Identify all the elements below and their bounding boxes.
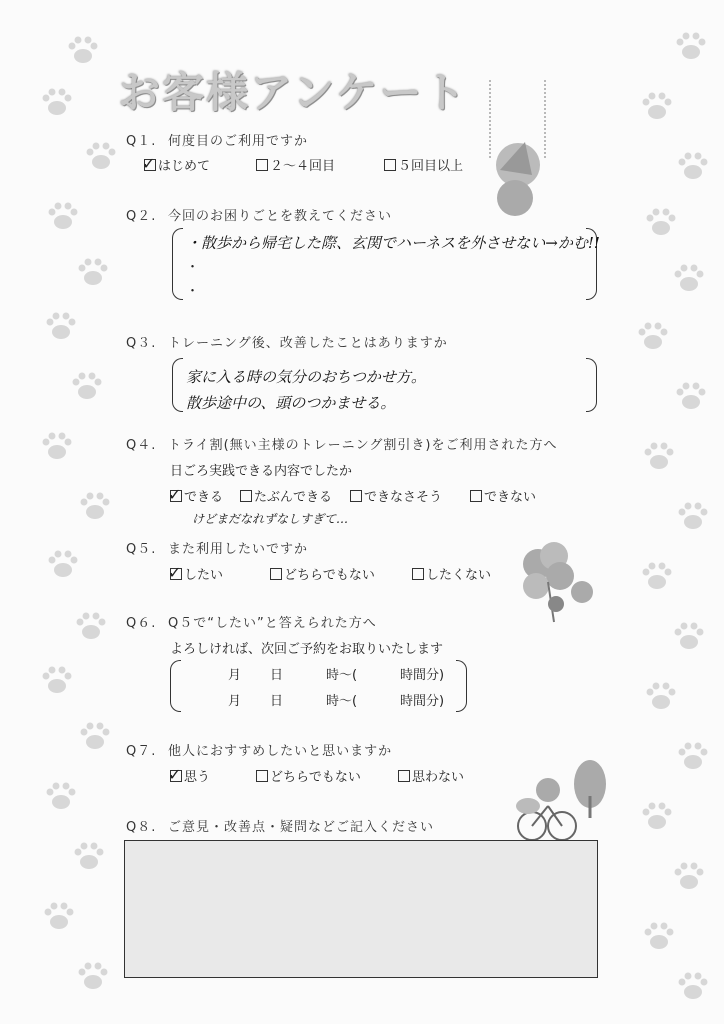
q5-option-1[interactable] — [170, 564, 223, 583]
q3-question — [126, 332, 448, 351]
q6-question — [126, 612, 377, 631]
q4-text: トライ割(無い主様のトレーニング割引き)をご利用された方へ — [168, 438, 558, 453]
paw-icon — [46, 200, 80, 234]
q4-option-2[interactable] — [240, 486, 332, 505]
q6-subtext: よろしければ、次回ご予約をお取りいたします — [170, 642, 444, 657]
checkbox[interactable] — [240, 490, 252, 502]
paw-icon — [42, 900, 76, 934]
q4-option-3-label: できなさそう — [364, 490, 443, 505]
q6-text: Q５で“したい”と答えられた方へ — [168, 616, 377, 631]
paw-icon — [66, 34, 100, 68]
q7-option-1[interactable] — [170, 766, 210, 785]
checkbox-checked[interactable]: ✓ — [168, 485, 182, 504]
q8-number: Q８. — [126, 820, 157, 835]
q6-row2-hours[interactable]: 時間分) — [400, 694, 445, 709]
q5-option-2[interactable] — [270, 564, 375, 583]
q1-number: Q１. — [126, 134, 157, 149]
q6-row2-month[interactable]: 月 — [228, 694, 242, 709]
q6-number: Q６. — [126, 616, 157, 631]
paw-icon — [674, 380, 708, 414]
paw-icon — [640, 800, 674, 834]
q6-bracket-right — [456, 660, 467, 712]
q5-option-3-label: したくない — [426, 568, 492, 583]
q2-handwritten-answer — [186, 232, 600, 253]
paw-icon — [74, 610, 108, 644]
q8-text: ご意見・改善点・疑問などご記入ください — [168, 820, 435, 835]
q3-answer-1: 家に入る時の気分のおちつかせ方。 — [186, 368, 426, 386]
q7-number: Q７. — [126, 744, 157, 759]
paw-icon — [676, 740, 710, 774]
paw-icon — [644, 680, 678, 714]
paw-icon — [40, 664, 74, 698]
q1-option-3[interactable] — [384, 155, 463, 174]
q2-answer-text: 散歩から帰宅した際、玄関でハーネスを外させない→かむ!! — [201, 234, 600, 252]
q2-question — [126, 205, 392, 224]
paw-icon — [78, 720, 112, 754]
q4-question — [126, 434, 558, 453]
checkbox[interactable] — [350, 490, 362, 502]
page-title: お客様アンケート — [118, 68, 468, 117]
checkbox-checked[interactable]: ✓ — [168, 765, 182, 784]
swing-bear-illustration — [470, 80, 570, 220]
q7-text: 他人におすすめしたいと思いますか — [168, 744, 393, 759]
q1-option-2-label: ２～４回目 — [270, 159, 336, 174]
q5-text: また利用したいですか — [168, 542, 309, 557]
q7-option-1-label: 思う — [184, 770, 211, 785]
paw-icon — [674, 30, 708, 64]
q6-row1-time[interactable]: 時～( — [326, 668, 358, 683]
paw-icon — [640, 560, 674, 594]
q5-option-3[interactable] — [412, 564, 491, 583]
clover-illustration — [508, 542, 600, 634]
paw-icon — [72, 840, 106, 874]
q2-text: 今回のお困りごとを教えてください — [168, 209, 393, 224]
q4-option-4[interactable] — [470, 486, 536, 505]
q5-question — [126, 538, 308, 557]
q4-option-1[interactable] — [170, 486, 223, 505]
q1-text: 何度目のご利用ですか — [168, 134, 309, 149]
q6-row1-day[interactable]: 日 — [270, 668, 284, 683]
checkbox-checked[interactable]: ✓ — [168, 563, 182, 582]
q6-row2-day[interactable]: 日 — [270, 694, 284, 709]
paw-icon — [84, 140, 118, 174]
checkbox[interactable] — [256, 770, 268, 782]
checkbox[interactable] — [398, 770, 410, 782]
checkbox[interactable] — [470, 490, 482, 502]
q3-bracket-right — [586, 358, 597, 412]
paw-icon — [672, 262, 706, 296]
q7-option-3-label: 思わない — [412, 770, 465, 785]
q1-option-2[interactable] — [256, 155, 335, 174]
q4-option-3[interactable] — [350, 486, 442, 505]
paw-icon — [676, 500, 710, 534]
q7-option-2[interactable] — [256, 766, 361, 785]
paw-icon — [40, 430, 74, 464]
q3-number: Q３. — [126, 336, 157, 351]
q5-option-1-label: したい — [184, 568, 224, 583]
bullet: ・ — [186, 234, 202, 252]
q6-row2-time[interactable]: 時～( — [326, 694, 358, 709]
q6-bracket-left — [170, 660, 181, 712]
paw-icon — [78, 490, 112, 524]
paw-icon — [642, 440, 676, 474]
paw-icon — [40, 86, 74, 120]
paw-icon — [44, 780, 78, 814]
paw-icon — [644, 206, 678, 240]
paw-icon — [672, 860, 706, 894]
q1-option-1-label: はじめて — [158, 159, 211, 174]
q8-question — [126, 816, 434, 835]
q5-number: Q５. — [126, 542, 157, 557]
checkbox-checked[interactable]: ✓ — [142, 154, 156, 173]
q6-row1-month[interactable]: 月 — [228, 668, 242, 683]
checkbox[interactable] — [270, 568, 282, 580]
bicycle-bear-illustration — [500, 756, 620, 844]
q4-option-2-label: たぶんできる — [254, 490, 333, 505]
q1-option-3-label: ５回目以上 — [398, 159, 464, 174]
q4-subtext: 日ごろ実践できる内容でしたか — [170, 464, 353, 479]
q4-option-4-label: できない — [484, 490, 537, 505]
q2-bracket-left — [172, 228, 183, 300]
q5-option-2-label: どちらでもない — [284, 568, 375, 583]
paw-icon — [76, 256, 110, 290]
q3-bracket-left — [172, 358, 183, 412]
q4-option-1-label: できる — [184, 490, 224, 505]
checkbox[interactable] — [412, 568, 424, 580]
q1-question — [126, 130, 308, 149]
q7-question — [126, 740, 392, 759]
paw-icon — [676, 970, 710, 1004]
q4-number: Q４. — [126, 438, 157, 453]
paw-icon — [672, 620, 706, 654]
q8-comment-box[interactable] — [124, 840, 598, 978]
paw-icon — [76, 960, 110, 994]
paw-icon — [70, 370, 104, 404]
q7-option-3[interactable] — [398, 766, 464, 785]
checkbox[interactable] — [256, 159, 268, 171]
q1-option-1[interactable] — [144, 155, 210, 174]
q2-bullet-3: ・ — [186, 284, 200, 299]
paw-icon — [46, 548, 80, 582]
paw-icon — [642, 920, 676, 954]
paw-icon — [676, 150, 710, 184]
paw-icon — [636, 320, 670, 354]
q3-answer-2: 散歩途中の、頭のつかませる。 — [186, 394, 396, 412]
checkbox[interactable] — [384, 159, 396, 171]
q6-row1-hours[interactable]: 時間分) — [400, 668, 445, 683]
paw-icon — [44, 310, 78, 344]
paw-icon — [640, 90, 674, 124]
q2-bullet-2: ・ — [186, 260, 200, 275]
q2-number: Q２. — [126, 209, 157, 224]
q3-text: トレーニング後、改善したことはありますか — [168, 336, 448, 351]
q4-handwritten-note: けどまだなれずなしすぎて… — [192, 512, 349, 526]
q7-option-2-label: どちらでもない — [270, 770, 361, 785]
